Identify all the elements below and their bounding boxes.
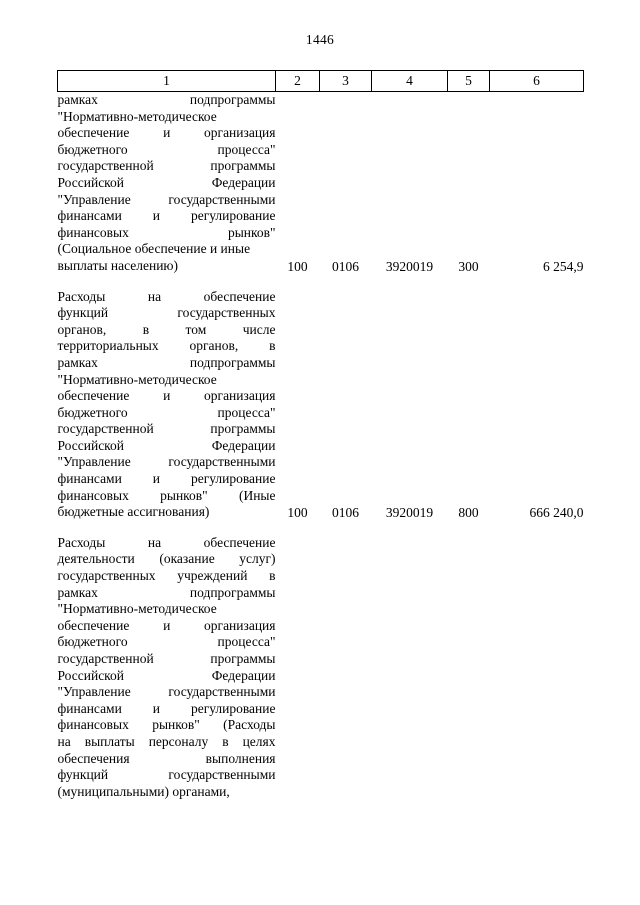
desc-line: государственной программы bbox=[57, 421, 276, 437]
desc-line: финансовых рынков" (Расходы bbox=[57, 717, 276, 733]
row-col4-value: 3920019 bbox=[385, 258, 434, 274]
desc-line: рамках подпрограммы bbox=[57, 92, 276, 107]
desc-line: рамках подпрограммы bbox=[57, 584, 276, 600]
desc-line: "Нормативно-методическое bbox=[57, 601, 217, 617]
desc-line: функций государственными bbox=[57, 767, 276, 783]
desc-line: обеспечение и организация bbox=[57, 617, 276, 633]
desc-line: обеспечение и организация bbox=[57, 125, 276, 141]
spacer-cell bbox=[490, 275, 584, 289]
spacer-cell bbox=[58, 521, 276, 535]
spacer-cell bbox=[276, 275, 320, 289]
desc-line: рамках подпрограммы bbox=[57, 354, 276, 370]
desc-line: финансами и регулирование bbox=[57, 471, 276, 487]
desc-line: Российской Федерации bbox=[57, 174, 276, 190]
table-row bbox=[58, 535, 584, 801]
desc-line: государственной программы bbox=[57, 651, 276, 666]
desc-line: государственных учреждений в bbox=[57, 568, 276, 584]
column-header-2: 2 bbox=[276, 71, 320, 92]
spacer-cell bbox=[448, 521, 490, 535]
desc-line: финансовых рынков" bbox=[57, 224, 276, 240]
desc-line: Российской Федерации bbox=[57, 437, 276, 453]
desc-line: финансами и регулирование bbox=[57, 700, 276, 716]
desc-line: органов, в том числе bbox=[57, 321, 276, 337]
row-col3-value bbox=[320, 535, 372, 801]
row-amount-value: 666 240,0 bbox=[529, 504, 584, 520]
column-header-6: 6 bbox=[490, 71, 584, 92]
spacer-cell bbox=[320, 521, 372, 535]
desc-line: государственной программы bbox=[57, 158, 276, 174]
desc-line: "Нормативно-методическое bbox=[57, 371, 217, 387]
row-col5-value: 300 bbox=[458, 258, 479, 274]
row-col3-value: 0106 bbox=[332, 504, 359, 520]
table-header bbox=[58, 71, 584, 92]
column-header-4: 4 bbox=[372, 71, 448, 92]
row-col4-value: 3920019 bbox=[385, 504, 434, 520]
row-spacer bbox=[58, 275, 584, 289]
row-col3-value: 0106 bbox=[332, 258, 359, 274]
column-header-1: 1 bbox=[58, 71, 276, 92]
desc-line: выплаты населению) bbox=[57, 257, 179, 273]
desc-line: обеспечение и организация bbox=[57, 388, 276, 404]
desc-line: деятельности (оказание услуг) bbox=[57, 551, 276, 567]
spacer-cell bbox=[372, 275, 448, 289]
row-description bbox=[58, 535, 276, 801]
row-amount-value: 6 254,9 bbox=[543, 258, 584, 274]
page-number: 1446 bbox=[305, 32, 335, 47]
desc-line: на выплаты персоналу в целях bbox=[57, 733, 276, 749]
desc-line: (муниципальными) органами, bbox=[57, 783, 230, 799]
desc-line: Расходы на обеспечение bbox=[57, 534, 276, 550]
desc-line: бюджетного процесса" bbox=[57, 141, 276, 157]
desc-line: "Управление государственными bbox=[57, 684, 276, 700]
desc-line: "Управление государственными bbox=[57, 454, 276, 470]
row-spacer bbox=[58, 521, 584, 535]
desc-line: финансами и регулирование bbox=[57, 208, 276, 224]
row-description bbox=[58, 92, 276, 275]
row-description bbox=[58, 289, 276, 521]
desc-line: Расходы на обеспечение bbox=[57, 288, 276, 304]
spacer-cell bbox=[372, 521, 448, 535]
row-col5-value: 800 bbox=[458, 504, 479, 520]
row-col5-value bbox=[448, 535, 490, 801]
desc-line: функций государственных bbox=[57, 305, 276, 321]
table-row bbox=[58, 289, 584, 521]
row-col4-value bbox=[372, 535, 448, 801]
spacer-cell bbox=[448, 275, 490, 289]
table-row bbox=[58, 92, 584, 275]
row-col2-value: 100 bbox=[287, 504, 308, 520]
row-amount-value bbox=[490, 535, 584, 801]
column-header-3: 3 bbox=[320, 71, 372, 92]
desc-line: финансовых рынков" (Иные bbox=[57, 487, 276, 503]
desc-line: обеспечения выполнения bbox=[57, 750, 276, 766]
row-col2-value: 100 bbox=[287, 258, 308, 274]
desc-line: "Управление государственными bbox=[57, 191, 276, 207]
spacer-cell bbox=[276, 521, 320, 535]
desc-line: бюджетные ассигнования) bbox=[57, 504, 210, 520]
spacer-cell bbox=[58, 275, 276, 289]
desc-line: бюджетного процесса" bbox=[57, 404, 276, 420]
spacer-cell bbox=[320, 275, 372, 289]
desc-line: "Нормативно-методическое bbox=[57, 108, 217, 124]
desc-line: бюджетного процесса" bbox=[57, 634, 276, 650]
table-body bbox=[58, 92, 584, 801]
desc-line: территориальных органов, в bbox=[57, 338, 276, 354]
desc-line: Российской Федерации bbox=[57, 667, 276, 683]
desc-line: (Социальное обеспечение и иные bbox=[57, 241, 251, 257]
column-header-5: 5 bbox=[448, 71, 490, 92]
budget-table bbox=[57, 70, 584, 800]
spacer-cell bbox=[490, 521, 584, 535]
row-col2-value bbox=[276, 535, 320, 801]
table-header-row bbox=[58, 71, 584, 92]
